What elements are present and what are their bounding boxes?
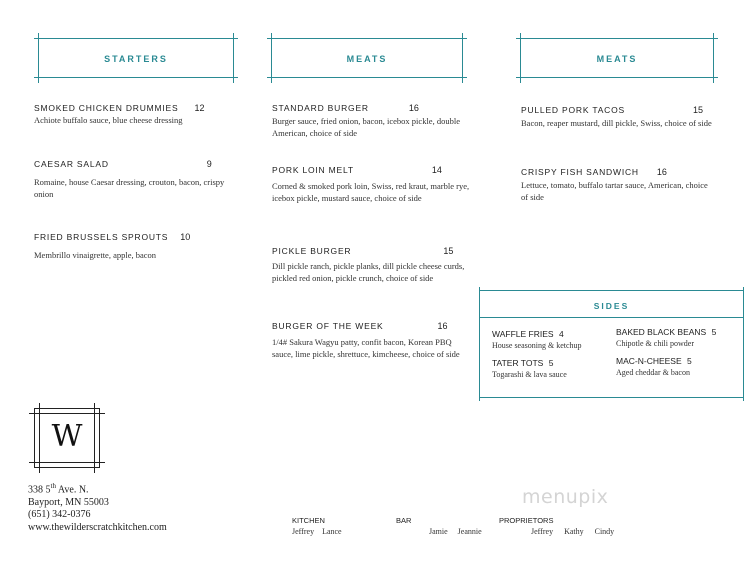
item-price: 16 [656, 167, 667, 177]
item-price: 16 [437, 321, 448, 331]
item-price: 15 [443, 246, 454, 256]
item-price: 15 [692, 105, 703, 115]
menu-item-burger-of-the-week [272, 321, 462, 360]
item-price: 12 [194, 103, 205, 113]
side-item-mac-n-cheese [616, 356, 692, 377]
item-desc: Achiote buffalo sauce, blue cheese dressing [34, 115, 183, 125]
item-name: CAESAR SALAD [34, 159, 109, 169]
item-name: CRISPY FISH SANDWICH [521, 167, 639, 177]
side-desc: Chipotle & chili powder [616, 339, 694, 348]
item-price: 9 [206, 159, 212, 169]
side-desc: Togarashi & lava sauce [492, 370, 567, 379]
item-desc: Membrillo vinaigrette, apple, bacon [34, 250, 157, 260]
menu-item-caesar [34, 159, 234, 200]
address-website: www.thewilderscratchkitchen.com [28, 521, 167, 533]
bar-names: Jamie Jeannie [429, 527, 482, 536]
address-street: 338 5th Ave. N. [28, 482, 89, 496]
meats-title-1: MEATS [346, 54, 388, 64]
kitchen-label: KITCHEN [292, 516, 325, 525]
item-desc: Bacon, reaper mustard, dill pickle, Swiss, choice of side [521, 118, 712, 128]
menu-item-crispy-fish-sandwich [521, 167, 711, 203]
address-block [28, 480, 167, 534]
logo-letter: W [51, 419, 83, 454]
kitchen-names: Jeffrey Lance [292, 527, 342, 536]
side-price: 5 [687, 356, 692, 366]
side-price: 5 [711, 327, 717, 337]
logo [34, 408, 100, 468]
item-desc: Lettuce, tomato, buffalo tartar sauce, American, choice of side [521, 180, 708, 202]
side-name: BAKED BLACK BEANS [616, 327, 707, 337]
side-name: MAC-N-CHEESE [616, 356, 682, 366]
menu-item-brussels [34, 232, 239, 262]
item-name: BURGER OF THE WEEK [272, 321, 384, 331]
proprietors-names: Jeffrey Kathy Cindy [531, 527, 615, 536]
bar-label: BAR [396, 516, 412, 525]
item-name: PICKLE BURGER [272, 246, 352, 256]
item-desc: Corned & smoked pork loin, Swiss, red kraut, marble rye, icebox pickle, mustard sauce, choice of side [272, 181, 470, 203]
side-desc: House seasoning & ketchup [492, 341, 582, 350]
meats-header-2 [516, 38, 718, 78]
item-desc: 1/4# Sakura Wagyu patty, confit bacon, Korean PBQ sauce, lime pickle, shrettuce, kimcheese, choice of side [272, 337, 460, 359]
side-item-waffle-fries [492, 329, 582, 350]
side-price: 4 [558, 329, 564, 339]
meats-header-1 [267, 38, 467, 78]
starters-header [34, 38, 238, 78]
menu-item-standard-burger [272, 103, 462, 139]
sides-divider [479, 317, 744, 318]
side-desc: Aged cheddar & bacon [616, 368, 690, 377]
item-price: 10 [180, 232, 191, 242]
sides-title: SIDES [593, 301, 630, 311]
item-name: PORK LOIN MELT [272, 165, 354, 175]
item-price: 16 [408, 103, 419, 113]
address-city: Bayport, MN 55003 [28, 496, 109, 508]
item-name: PULLED PORK TACOS [521, 105, 625, 115]
menu-item-drummies [34, 103, 234, 127]
side-item-tater-tots [492, 358, 567, 379]
starters-title: STARTERS [104, 54, 168, 64]
item-name: STANDARD BURGER [272, 103, 369, 113]
menu-item-pork-loin-melt [272, 165, 472, 204]
item-name: FRIED BRUSSELS SPROUTS [34, 232, 169, 242]
menu-item-pickle-burger [272, 246, 467, 284]
item-desc: Burger sauce, fried onion, bacon, icebox pickle, double American, choice of side [272, 116, 460, 138]
proprietors-label: PROPRIETORS [499, 516, 554, 525]
item-desc: Romaine, house Caesar dressing, crouton, bacon, crispy onion [34, 177, 225, 199]
side-price: 5 [548, 358, 554, 368]
side-name: TATER TOTS [492, 358, 544, 368]
menu-item-pulled-pork-tacos [521, 105, 716, 130]
meats-title-2: MEATS [596, 54, 638, 64]
side-item-baked-black-beans [616, 327, 716, 348]
sides-box [479, 290, 744, 398]
menupix-watermark: menupix [522, 486, 609, 508]
item-price: 14 [431, 165, 442, 175]
address-phone: (651) 342-0376 [28, 509, 91, 521]
item-name: SMOKED CHICKEN DRUMMIES [34, 103, 179, 113]
side-name: WAFFLE FRIES [492, 329, 554, 339]
item-desc: Dill pickle ranch, pickle planks, dill pickle cheese curds, pickled red onion, pickle crunch, choice of side [272, 261, 465, 283]
